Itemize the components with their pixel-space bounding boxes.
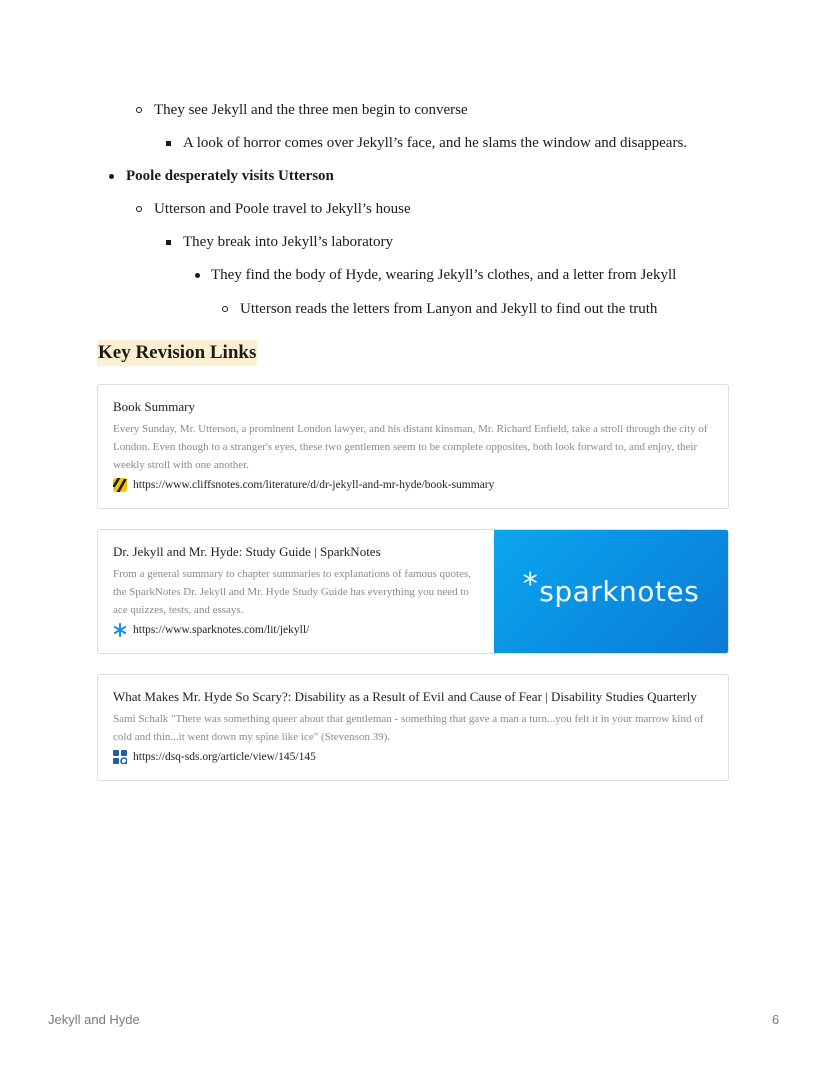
link-url[interactable]: https://www.sparknotes.com/lit/jekyll/ (133, 624, 310, 636)
bullet-square (166, 141, 171, 146)
outline-item: They see Jekyll and the three men begin to converse (154, 102, 468, 118)
page-number: 6 (772, 1012, 780, 1027)
bullet-circle (136, 206, 142, 212)
bullet-circle (136, 107, 142, 113)
link-url-row[interactable] (113, 477, 713, 493)
outline-item: They break into Jekyll’s laboratory (183, 234, 393, 250)
link-card-cliffsnotes[interactable] (97, 384, 729, 509)
link-description: Every Sunday, Mr. Utterson, a prominent London lawyer, and his distant kinsman, Mr. Richard Enfield, take a stroll through the city of London. Even though to a stranger's eyes, these two gentlemen seem to be complete opposites, both look forward to, and enjoy, their weekly stroll with one another. (113, 423, 708, 471)
link-title[interactable]: Dr. Jekyll and Mr. Hyde: Study Guide | SparkNotes (113, 544, 381, 559)
link-title[interactable]: What Makes Mr. Hyde So Scary?: Disability as a Result of Evil and Cause of Fear | Disability Studies Quarterly (113, 689, 697, 704)
link-url-row[interactable] (113, 622, 483, 638)
link-description: Sami Schalk "There was something queer about that gentleman - something that gave a man a turn...you felt it in your marrow kind of cold and thin...it went down my spine like ice" (Stevenson 39). (113, 713, 704, 743)
link-description: From a general summary to chapter summaries to explanations of famous quotes, the SparkNotes Dr. Jekyll and Mr. Hyde Study Guide has everything you need to ace quizzes, tests, and essays. (113, 568, 472, 616)
section-heading: Key Revision Links (97, 340, 257, 366)
bullet-square (166, 240, 171, 245)
link-url[interactable]: https://dsq-sds.org/article/view/145/145 (133, 751, 316, 763)
link-card-dsq[interactable] (97, 674, 729, 781)
sparknotes-icon (113, 623, 127, 637)
link-card-sparknotes[interactable] (97, 529, 729, 654)
outline-item: Utterson reads the letters from Lanyon and Jekyll to find out the truth (240, 301, 658, 317)
link-url[interactable]: https://www.cliffsnotes.com/literature/d/dr-jekyll-and-mr-hyde/book-summary (133, 479, 495, 491)
outline-item: Utterson and Poole travel to Jekyll’s house (154, 201, 411, 217)
link-url-row[interactable] (113, 749, 718, 765)
link-title[interactable]: Book Summary (113, 399, 195, 414)
sparknotes-thumbnail[interactable] (494, 530, 728, 653)
sparknotes-logo-light: notes (619, 575, 700, 608)
cliffsnotes-icon (113, 478, 127, 492)
bullet-disc (195, 273, 200, 278)
outline-item: A look of horror comes over Jekyll’s face, and he slams the window and disappears. (183, 135, 688, 151)
sparknotes-asterisk-icon: * (522, 567, 539, 602)
outline-item: Poole desperately visits Utterson (126, 168, 334, 184)
bullet-disc (109, 174, 114, 179)
sparknotes-logo-bold: spark (539, 575, 620, 608)
footer-title: Jekyll and Hyde (48, 1012, 140, 1027)
bullet-circle (222, 306, 228, 312)
outline-item: They find the body of Hyde, wearing Jekyll’s clothes, and a letter from Jekyll (211, 267, 677, 283)
dsq-icon (113, 750, 127, 764)
